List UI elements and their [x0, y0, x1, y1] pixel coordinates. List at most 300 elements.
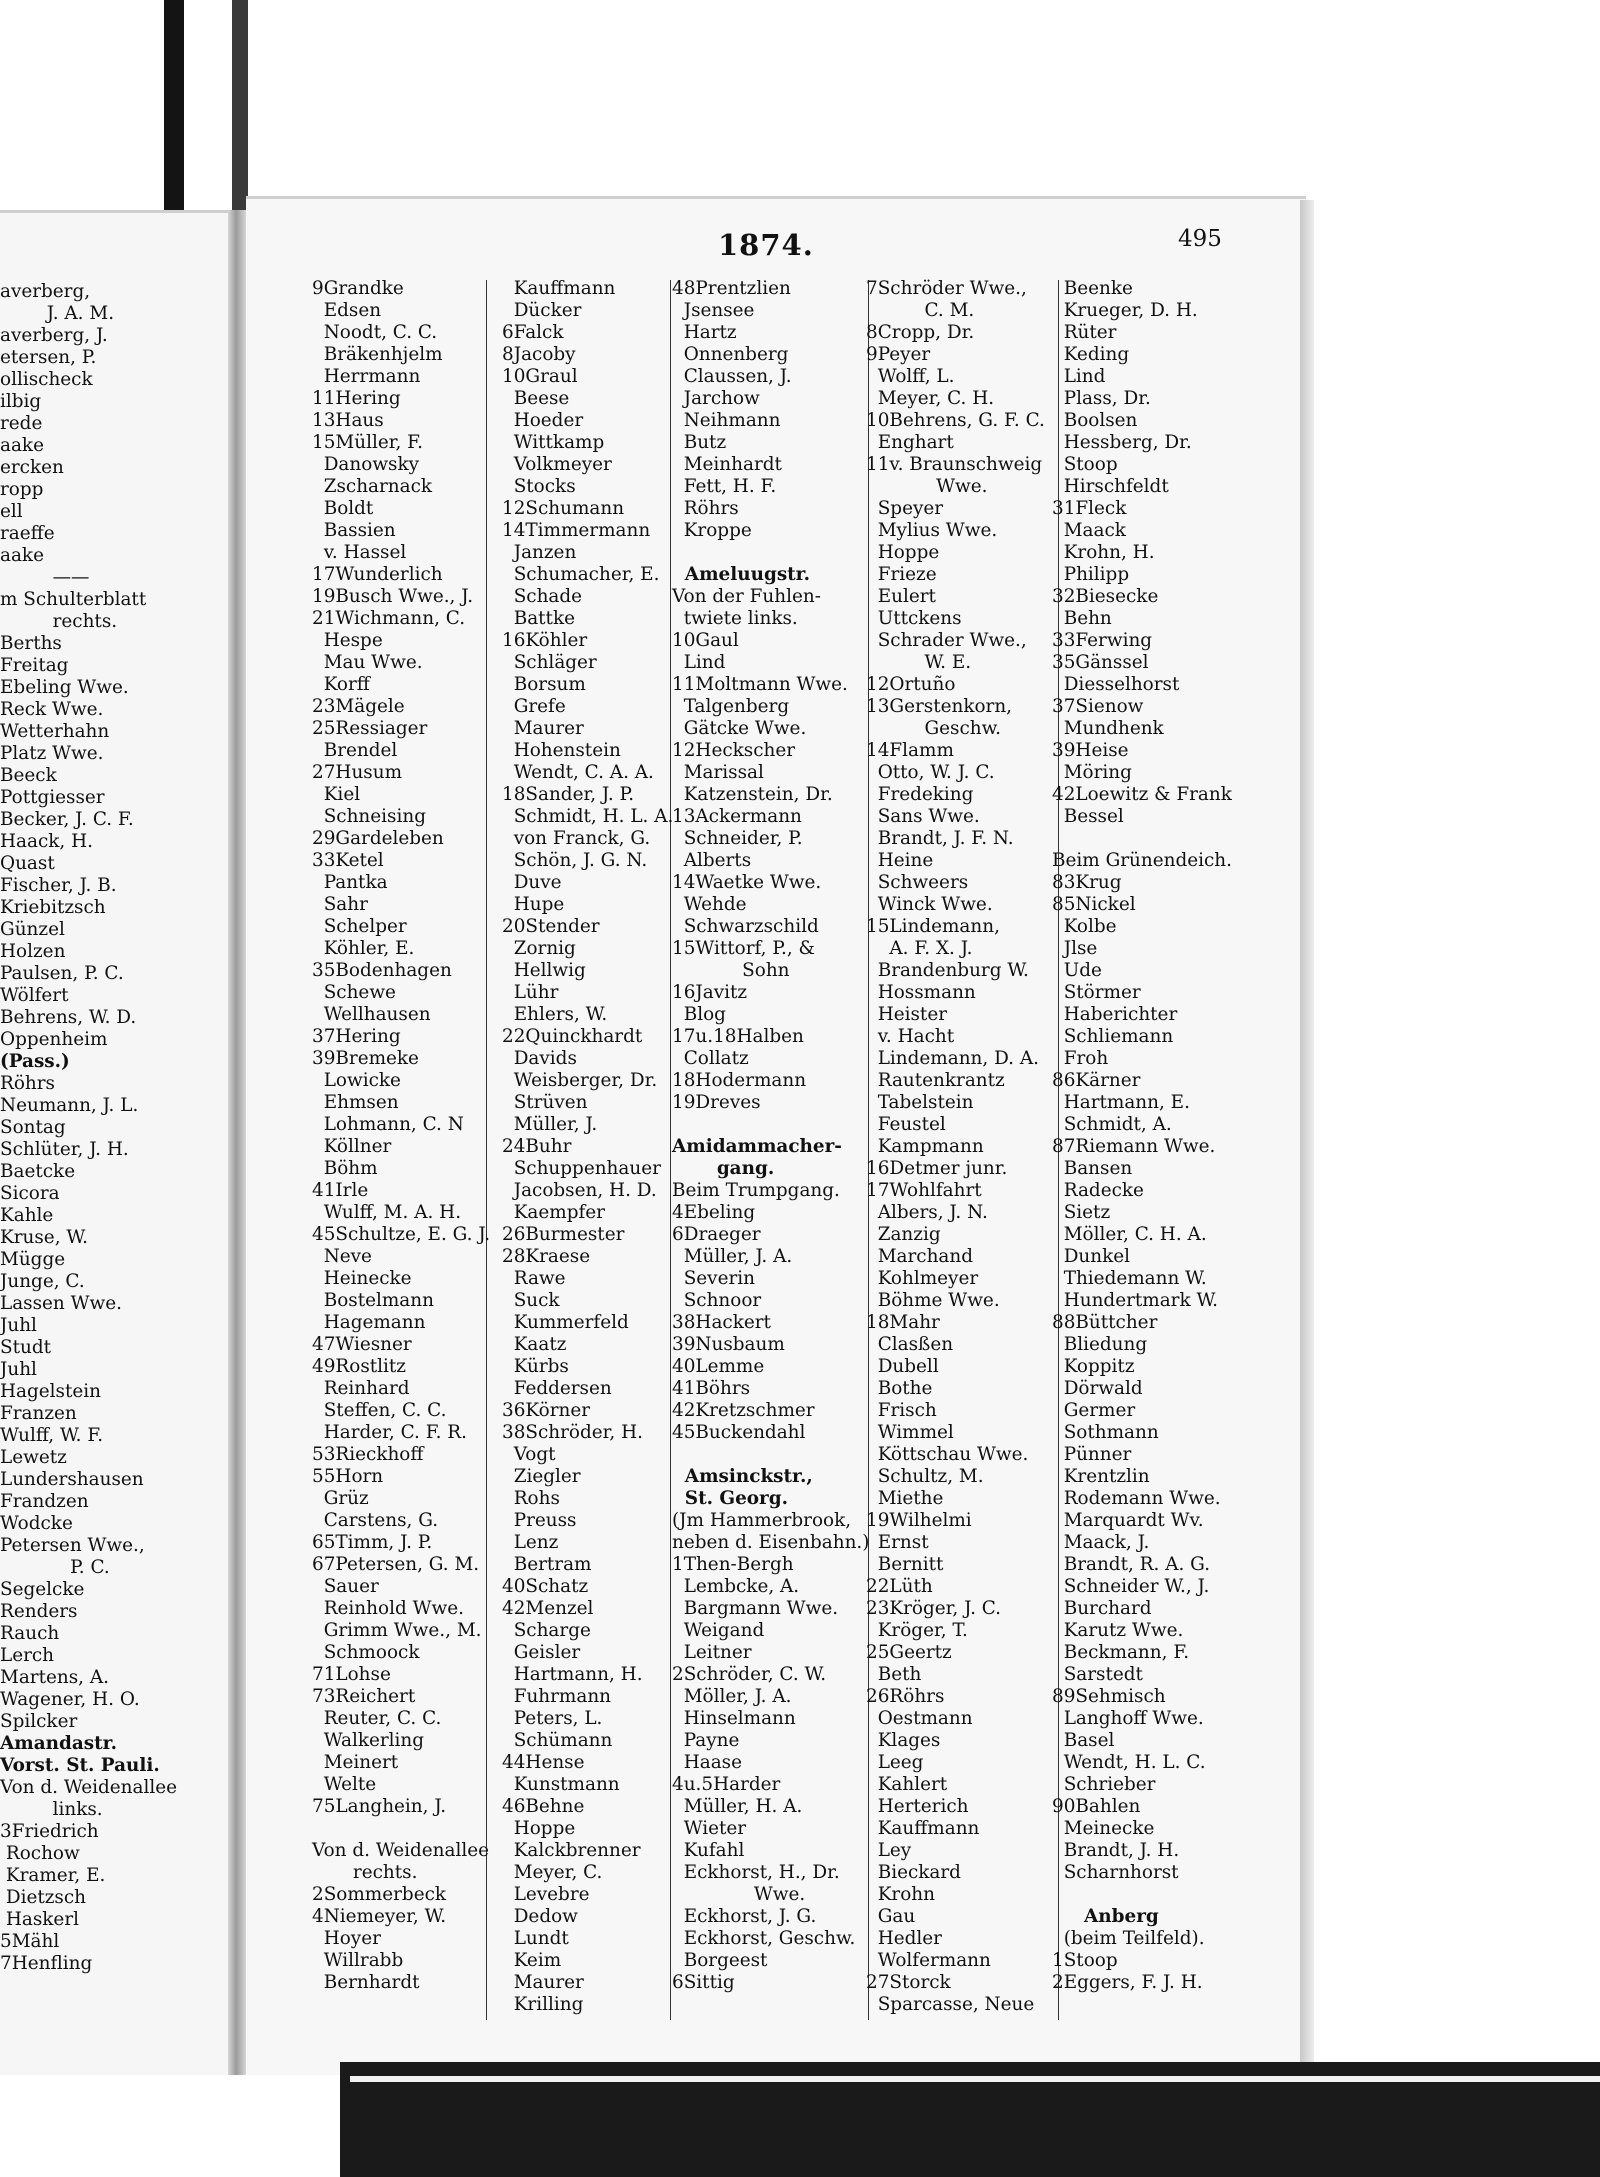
directory-entry: Meinecke [1052, 1818, 1155, 1839]
directory-entry: Fett, H. F. [672, 476, 777, 497]
directory-entry: rechts. [312, 1862, 418, 1883]
directory-entry: 38Schröder, H. [502, 1422, 644, 1443]
directory-entry: 6Sittig [672, 1972, 735, 1993]
directory-entry: Wolfermann [866, 1950, 991, 1971]
directory-entry: 22Lüth [866, 1576, 933, 1597]
directory-entry: Borsum [502, 674, 586, 695]
directory-entry: Kohlmeyer [866, 1268, 979, 1289]
directory-entry: Jacobsen, H. D. [502, 1180, 657, 1201]
directory-entry: Wendt, H. L. C. [1052, 1752, 1206, 1773]
directory-entry: Amandastr. [0, 1733, 118, 1754]
directory-entry: Wulff, W. F. [0, 1425, 104, 1446]
directory-entry: averberg, [0, 281, 91, 302]
directory-entry: Kaatz [502, 1334, 567, 1355]
directory-entry: Von d. Weidenallee [0, 1777, 177, 1798]
directory-entry: Becker, J. C. F. [0, 809, 134, 830]
directory-entry: Meinert [312, 1752, 399, 1773]
directory-entry: Radecke [1052, 1180, 1144, 1201]
directory-entry: 71Lohse [312, 1664, 391, 1685]
directory-entry: Schneider W., J. [1052, 1576, 1210, 1597]
directory-entry: Levebre [502, 1884, 590, 1905]
directory-entry: Scharge [502, 1620, 591, 1641]
directory-entry: Rautenkrantz [866, 1070, 1005, 1091]
directory-entry: Karutz Wwe. [1052, 1620, 1184, 1641]
directory-entry: 13Ackermann [672, 806, 802, 827]
directory-entry: 33Ketel [312, 850, 384, 871]
directory-entry: Boolsen [1052, 410, 1138, 431]
directory-entry: 44Hense [502, 1752, 585, 1773]
directory-entry: Sontag [0, 1117, 66, 1138]
directory-entry: Grüz [312, 1488, 369, 1509]
directory-entry: Petersen Wwe., [0, 1535, 145, 1556]
directory-entry: Reuter, C. C. [312, 1708, 442, 1729]
directory-entry: 14Waetke Wwe. [672, 872, 822, 893]
directory-entry: Dietzsch [0, 1887, 87, 1908]
directory-entry: Möller, C. H. A. [1052, 1224, 1207, 1245]
directory-entry: Hossmann [866, 982, 976, 1003]
directory-entry: Schliemann [1052, 1026, 1174, 1047]
directory-entry: Holzen [0, 941, 66, 962]
directory-entry: 17Wohlfahrt [866, 1180, 982, 1201]
directory-entry: 35Bodenhagen [312, 960, 452, 981]
directory-entry: 1Stoop [1052, 1950, 1118, 1971]
directory-entry: Wehde [672, 894, 747, 915]
directory-entry: Diesselhorst [1052, 674, 1180, 695]
directory-entry: Kaempfer [502, 1202, 605, 1223]
directory-entry: Bessel [1052, 806, 1124, 827]
directory-entry: 5Mähl [0, 1931, 60, 1952]
directory-entry: Lowicke [312, 1070, 401, 1091]
directory-entry: Strüven [502, 1092, 588, 1113]
directory-entry: Schmoock [312, 1642, 420, 1663]
directory-entry: Bräkenhjelm [312, 344, 443, 365]
directory-entry: 6Draeger [672, 1224, 761, 1245]
directory-entry: Kriebitzsch [0, 897, 106, 918]
directory-entry: Lühr [502, 982, 559, 1003]
directory-entry: 2Schröder, C. W. [672, 1664, 827, 1685]
directory-entry: Beenke [1052, 278, 1133, 299]
directory-entry: Behn [1052, 608, 1112, 629]
directory-entry: Eckhorst, J. G. [672, 1906, 817, 1927]
directory-entry: 25Geertz [866, 1642, 952, 1663]
page-bottom-edge [350, 2076, 1600, 2082]
directory-entry: 73Reichert [312, 1686, 416, 1707]
directory-entry: Schlüter, J. H. [0, 1139, 129, 1160]
directory-column-3 [672, 278, 869, 1994]
directory-entry: Feustel [866, 1114, 946, 1135]
directory-entry: Pünner [1052, 1444, 1132, 1465]
directory-entry: Amidammacher- [672, 1136, 842, 1157]
directory-entry: 2Eggers, F. J. H. [1052, 1972, 1203, 1993]
directory-entry: Zanzig [866, 1224, 941, 1245]
directory-entry: 15Müller, F. [312, 432, 423, 453]
directory-entry: Weigand [672, 1620, 765, 1641]
directory-entry: Fischer, J. B. [0, 875, 117, 896]
directory-entry: Hupe [502, 894, 565, 915]
directory-entry: 46Behne [502, 1796, 585, 1817]
directory-entry: Krohn, H. [1052, 542, 1155, 563]
directory-entry: Volkmeyer [502, 454, 612, 475]
directory-entry: Peters, L. [502, 1708, 603, 1729]
directory-entry: Wolff, L. [866, 366, 955, 387]
directory-entry: Ude [1052, 960, 1102, 981]
directory-entry: rechts. [0, 611, 118, 632]
directory-entry: Neihmann [672, 410, 781, 431]
directory-entry: Kummerfeld [502, 1312, 629, 1333]
directory-entry: Beim Grünendeich. [1052, 850, 1232, 871]
directory-entry: Amsinckstr., [672, 1466, 813, 1487]
directory-entry: Preuss [502, 1510, 577, 1531]
directory-entry: Lundt [502, 1928, 569, 1949]
directory-entry: P. C. [0, 1557, 110, 1578]
directory-entry: 27Storck [866, 1972, 951, 1993]
directory-entry: Von d. Weidenallee [312, 1840, 489, 1861]
directory-entry: Keim [502, 1950, 562, 1971]
directory-entry: 10Graul [502, 366, 578, 387]
directory-entry: 37Sienow [1052, 696, 1144, 717]
directory-entry: ollischeck [0, 369, 93, 390]
directory-entry: Hirschfeldt [1052, 476, 1169, 497]
directory-entry: Lenz [502, 1532, 559, 1553]
directory-entry: Röhrs [0, 1073, 55, 1094]
directory-entry: Juhl [0, 1315, 37, 1336]
directory-entry: Rochow [0, 1843, 80, 1864]
directory-entry: Dedow [502, 1906, 578, 1927]
directory-entry: Borgeest [672, 1950, 768, 1971]
directory-entry: Mau Wwe. [312, 652, 423, 673]
directory-entry: v. Hacht [866, 1026, 955, 1047]
directory-entry [672, 1444, 869, 1466]
directory-entry: Leeg [866, 1752, 924, 1773]
directory-entry: Hoppe [502, 1818, 576, 1839]
page-edge [1300, 200, 1314, 2070]
directory-entry: ilbig [0, 391, 42, 412]
directory-entry: 36Körner [502, 1400, 591, 1421]
directory-entry: Sahr [312, 894, 368, 915]
directory-entry: Ernst [866, 1532, 929, 1553]
directory-entry: 55Horn [312, 1466, 384, 1487]
directory-entry: ercken [0, 457, 64, 478]
directory-entry: ell [0, 501, 23, 522]
directory-entry: 4u.5Harder [672, 1774, 781, 1795]
directory-entry: Marchand [866, 1246, 974, 1267]
directory-entry: 33Ferwing [1052, 630, 1153, 651]
directory-entry: 8Jacoby [502, 344, 576, 365]
directory-entry: Wwe. [672, 1884, 806, 1905]
directory-entry: 16Detmer junr. [866, 1158, 1008, 1179]
directory-entry: Korff [312, 674, 370, 695]
directory-entry: Haase [672, 1752, 742, 1773]
directory-entry: aake [0, 435, 44, 456]
directory-entry: Lassen Wwe. [0, 1293, 122, 1314]
directory-entry: 65Timm, J. P. [312, 1532, 433, 1553]
directory-entry: Uttckens [866, 608, 962, 629]
directory-entry: Maurer [502, 718, 584, 739]
directory-entry: v. Hassel [312, 542, 407, 563]
directory-entry: Hagemann [312, 1312, 426, 1333]
directory-entry: Neumann, J. L. [0, 1095, 139, 1116]
directory-entry: 14Timmermann [502, 520, 651, 541]
directory-entry: Neve [312, 1246, 372, 1267]
directory-entry: Müller, H. A. [672, 1796, 803, 1817]
directory-entry: W. E. [866, 652, 972, 673]
directory-entry: 90Bahlen [1052, 1796, 1141, 1817]
directory-entry: Krentzlin [1052, 1466, 1150, 1487]
directory-entry: (beim Teilfeld). [1052, 1928, 1205, 1949]
directory-entry: 45Buckendahl [672, 1422, 806, 1443]
directory-entry: Burchard [1052, 1598, 1152, 1619]
directory-entry: 11Hering [312, 388, 401, 409]
directory-entry: Böhme Wwe. [866, 1290, 1000, 1311]
directory-entry: Dörwald [1052, 1378, 1143, 1399]
directory-entry [672, 542, 869, 564]
directory-entry: 12Heckscher [672, 740, 796, 761]
directory-entry: 47Wiesner [312, 1334, 412, 1355]
directory-entry: Herterich [866, 1796, 969, 1817]
directory-entry: 40Lemme [672, 1356, 765, 1377]
film-strip [164, 0, 184, 245]
directory-entry: 9Grandke [312, 278, 404, 299]
directory-entry: Kufahl [672, 1840, 745, 1861]
directory-entry: 18Sander, J. P. [502, 784, 635, 805]
directory-entry: Zornig [502, 938, 576, 959]
directory-entry: 10Gaul [672, 630, 739, 651]
directory-entry: aake [0, 545, 44, 566]
directory-entry: 18Mahr [866, 1312, 940, 1333]
directory-entry: raeffe [0, 523, 55, 544]
directory-entry: Geisler [502, 1642, 581, 1663]
directory-entry: Schmidt, A. [1052, 1114, 1172, 1135]
directory-entry: Basel [1052, 1730, 1115, 1751]
directory-entry: Maurer [502, 1972, 584, 1993]
directory-entry: Langhoff Wwe. [1052, 1708, 1204, 1729]
directory-entry: Röhrs [672, 498, 739, 519]
directory-entry: Köttschau Wwe. [866, 1444, 1029, 1465]
directory-entry: Janzen [502, 542, 577, 563]
directory-entry: ropp [0, 479, 44, 500]
directory-entry: 19Busch Wwe., J. [312, 586, 474, 607]
directory-entry: Danowsky [312, 454, 420, 475]
directory-entry: Eckhorst, Geschw. [672, 1928, 856, 1949]
directory-entry: 11v. Braunschweig [866, 454, 1043, 475]
directory-entry: Krilling [502, 1994, 584, 2015]
directory-entry: Ehlers, W. [502, 1004, 608, 1025]
directory-entry: Collatz [672, 1048, 749, 1069]
directory-entry: Grimm Wwe., M. [312, 1620, 482, 1641]
directory-entry: 13Gerstenkorn, [866, 696, 1013, 717]
directory-entry: Lind [672, 652, 726, 673]
directory-entry: 23Kröger, J. C. [866, 1598, 1002, 1619]
directory-entry: Sohn [672, 960, 790, 981]
directory-entry: 17u.18Halben [672, 1026, 804, 1047]
directory-entry: Franzen [0, 1403, 77, 1424]
directory-entry: Germer [1052, 1400, 1136, 1421]
directory-entry: 42Loewitz & Frank [1052, 784, 1232, 805]
directory-entry: 39Bremeke [312, 1048, 419, 1069]
directory-entry: Hartz [672, 322, 737, 343]
directory-entry: Brendel [312, 740, 398, 761]
directory-entry: Katzenstein, Dr. [672, 784, 833, 805]
directory-entry: Schümann [502, 1730, 613, 1751]
directory-entry: 8Cropp, Dr. [866, 322, 975, 343]
directory-entry: Dunkel [1052, 1246, 1131, 1267]
directory-column-1 [312, 278, 490, 1994]
directory-entry: Blog [672, 1004, 726, 1025]
directory-entry: Mügge [0, 1249, 66, 1270]
directory-entry: Sicora [0, 1183, 60, 1204]
directory-entry: Weisberger, Dr. [502, 1070, 658, 1091]
directory-entry [1052, 1884, 1232, 1906]
directory-entry: Wölfert [0, 985, 69, 1006]
directory-entry: 53Rieckhoff [312, 1444, 424, 1465]
directory-entry: 38Hackert [672, 1312, 771, 1333]
directory-entry: Lohmann, C. N [312, 1114, 464, 1135]
directory-entry: Beim Trumpgang. [672, 1180, 840, 1201]
directory-entry: 32Biesecke [1052, 586, 1159, 607]
directory-entry: Hagelstein [0, 1381, 101, 1402]
directory-entry: Lind [1052, 366, 1106, 387]
directory-entry: Brandt, J. F. N. [866, 828, 1014, 849]
directory-entry: Kauffmann [866, 1818, 980, 1839]
directory-entry: 10Behrens, G. F. C. [866, 410, 1045, 431]
directory-entry: Lindemann, D. A. [866, 1048, 1039, 1069]
directory-entry: Beeck [0, 765, 57, 786]
directory-entry: Segelcke [0, 1579, 85, 1600]
directory-entry: 89Sehmisch [1052, 1686, 1166, 1707]
directory-entry: Pantka [312, 872, 388, 893]
directory-entry: Hoeder [502, 410, 584, 431]
directory-entry: Claussen, J. [672, 366, 792, 387]
directory-entry: Schneider, P. [672, 828, 803, 849]
directory-entry: Herrmann [312, 366, 421, 387]
directory-entry: von Franck, G. [502, 828, 651, 849]
directory-entry: Oestmann [866, 1708, 973, 1729]
directory-entry: (Jm Hammerbrook, [672, 1510, 852, 1531]
directory-entry: Schrader Wwe., [866, 630, 1027, 651]
directory-entry: Anberg [1052, 1906, 1159, 1927]
directory-entry: 7Henfling [0, 1953, 93, 1974]
directory-entry: Reinhold Wwe. [312, 1598, 464, 1619]
directory-entry: Talgenberg [672, 696, 790, 717]
directory-entry: 27Husum [312, 762, 403, 783]
directory-entry: Fuhrmann [502, 1686, 612, 1707]
directory-entry: Lundershausen [0, 1469, 144, 1490]
directory-column-2 [502, 278, 673, 2016]
directory-entry: Hellwig [502, 960, 586, 981]
directory-entry: Kahlert [866, 1774, 948, 1795]
directory-entry: Kauffmann [502, 278, 616, 299]
directory-entry: 35Gänssel [1052, 652, 1149, 673]
directory-entry: 3Friedrich [0, 1821, 99, 1842]
directory-entry: Keding [1052, 344, 1130, 365]
directory-entry: Kunstmann [502, 1774, 620, 1795]
directory-entry: Willrabb [312, 1950, 404, 1971]
directory-entry: gang. [672, 1158, 775, 1179]
directory-entry: Müller, J. [502, 1114, 598, 1135]
directory-entry: Froh [1052, 1048, 1109, 1069]
directory-entry: Bostelmann [312, 1290, 434, 1311]
directory-entry: Beckmann, F. [1052, 1642, 1190, 1663]
directory-entry: Köllner [312, 1136, 392, 1157]
directory-entry: Noodt, C. C. [312, 322, 438, 343]
directory-entry: Wellhausen [312, 1004, 431, 1025]
directory-entry: Störmer [1052, 982, 1141, 1003]
left-page [0, 210, 240, 2078]
directory-entry: Steffen, C. C. [312, 1400, 447, 1421]
directory-entry: Baetcke [0, 1161, 76, 1182]
directory-entry: Hartmann, E. [1052, 1092, 1190, 1113]
directory-entry: 29Gardeleben [312, 828, 444, 849]
directory-entry: Bothe [866, 1378, 933, 1399]
directory-entry: Heinecke [312, 1268, 412, 1289]
directory-entry: Wittkamp [502, 432, 605, 453]
directory-entry: Schnoor [672, 1290, 762, 1311]
directory-entry: Kiel [312, 784, 361, 805]
directory-entry: 45Schultze, E. G. J. [312, 1224, 491, 1245]
page-number: 495 [1178, 226, 1222, 252]
directory-entry: m Schulterblatt [0, 589, 147, 610]
directory-entry: Sietz [1052, 1202, 1111, 1223]
directory-entry: Brandt, R. A. G. [1052, 1554, 1211, 1575]
directory-entry: 23Mägele [312, 696, 405, 717]
directory-entry: Möring [1052, 762, 1132, 783]
directory-entry: Brandenburg W. [866, 960, 1029, 981]
directory-entry: 40Schatz [502, 1576, 589, 1597]
directory-entry: Vogt [502, 1444, 556, 1465]
directory-entry: Spilcker [0, 1711, 78, 1732]
directory-entry: Haack, H. [0, 831, 93, 852]
directory-entry: etersen, P. [0, 347, 97, 368]
directory-entry: 87Riemann Wwe. [1052, 1136, 1216, 1157]
directory-entry: Duve [502, 872, 562, 893]
directory-entry: St. Georg. [672, 1488, 789, 1509]
directory-entry: Wulff, M. A. H. [312, 1202, 462, 1223]
directory-entry: 39Heise [1052, 740, 1129, 761]
directory-entry: Haberichter [1052, 1004, 1178, 1025]
directory-entry: rede [0, 413, 43, 434]
directory-entry: Dubell [866, 1356, 939, 1377]
directory-entry: Kahle [0, 1205, 54, 1226]
directory-entry: Vorst. St. Pauli. [0, 1755, 160, 1776]
directory-entry: Lewetz [0, 1447, 67, 1468]
directory-entry: Freitag [0, 655, 69, 676]
directory-entry: Jarchow [672, 388, 760, 409]
directory-entry: Plass, Dr. [1052, 388, 1151, 409]
directory-entry: 86Kärner [1052, 1070, 1141, 1091]
directory-entry: Maack, J. [1052, 1532, 1150, 1553]
directory-entry: Gätcke Wwe. [672, 718, 807, 739]
directory-entry: Stoop [1052, 454, 1118, 475]
directory-entry: Bernitt [866, 1554, 944, 1575]
directory-entry: Hessberg, Dr. [1052, 432, 1192, 453]
directory-entry: Rüter [1052, 322, 1117, 343]
directory-entry: 42Kretzschmer [672, 1400, 815, 1421]
directory-entry: Albers, J. N. [866, 1202, 988, 1223]
directory-entry: 25Ressiager [312, 718, 428, 739]
directory-entry: Von der Fuhlen- [672, 586, 821, 607]
directory-entry: 6Falck [502, 322, 564, 343]
directory-entry: Reck Wwe. [0, 699, 104, 720]
directory-entry [672, 1114, 869, 1136]
directory-entry: Schuppenhauer [502, 1158, 661, 1179]
directory-entry: Wieter [672, 1818, 747, 1839]
directory-entry: Hartmann, H. [502, 1664, 643, 1685]
directory-entry: Payne [672, 1730, 740, 1751]
directory-entry: Bassien [312, 520, 396, 541]
directory-entry: Bernhardt [312, 1972, 420, 1993]
directory-column-5 [1052, 278, 1232, 1994]
directory-entry: Schade [502, 586, 583, 607]
